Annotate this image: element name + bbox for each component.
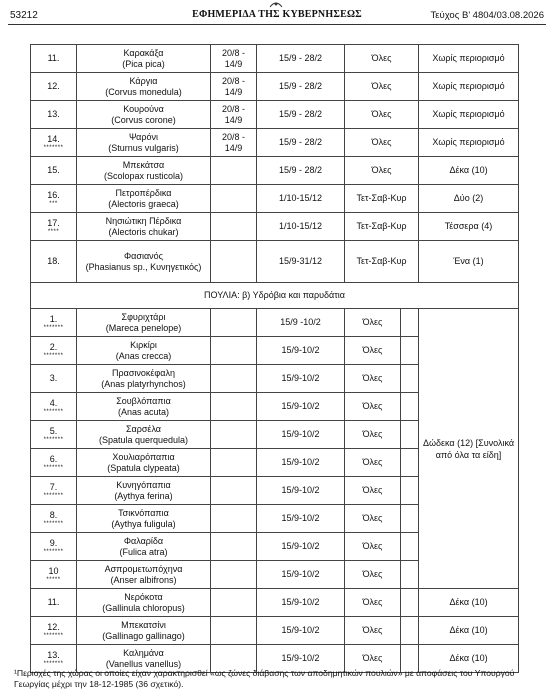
species-number: 3. bbox=[31, 365, 77, 393]
species-number: 12. bbox=[31, 73, 77, 101]
table-row bbox=[31, 101, 519, 129]
hunting-days: Όλες bbox=[345, 617, 401, 645]
species-footnote-stars: ******* bbox=[43, 437, 64, 443]
species-footnote-stars: ******* bbox=[43, 549, 64, 555]
bag-limit: Χωρίς περιορισμό bbox=[419, 101, 519, 129]
table-row bbox=[31, 73, 519, 101]
early-season bbox=[211, 157, 257, 185]
species-name: Κουρούνα (Corvus corone) bbox=[77, 101, 211, 129]
species-number: 17. **** bbox=[31, 213, 77, 241]
hunting-period: 1/10-15/12 bbox=[257, 213, 345, 241]
table-row bbox=[31, 589, 519, 617]
species-number: 14. ******* bbox=[31, 129, 77, 157]
empty-cell bbox=[401, 421, 419, 449]
species-name: Ψαρόνι (Sturnus vulgaris) bbox=[77, 129, 211, 157]
hunting-period: 15/9 - 28/2 bbox=[257, 129, 345, 157]
hunting-days: Όλες bbox=[345, 73, 419, 101]
species-number: 4. ******* bbox=[31, 393, 77, 421]
species-footnote-stars: ******* bbox=[43, 353, 64, 359]
species-number: 11. bbox=[31, 45, 77, 73]
bag-limit: Χωρίς περιορισμό bbox=[419, 45, 519, 73]
hunting-days: Όλες bbox=[345, 309, 401, 337]
bag-limit: Δέκα (10) bbox=[419, 617, 519, 645]
table-row bbox=[31, 309, 519, 337]
species-name: Κάργια (Corvus monedula) bbox=[77, 73, 211, 101]
gazette-title: ΕΦΗΜΕΡΙΔΑ ΤΗΣ ΚΥΒΕΡΝΗΣΕΩΣ bbox=[192, 9, 362, 20]
hunting-days: Όλες bbox=[345, 561, 401, 589]
bag-limit: Δέκα (10) bbox=[419, 589, 519, 617]
empty-cell bbox=[401, 589, 419, 617]
early-season bbox=[211, 617, 257, 645]
page-number: 53212 bbox=[10, 10, 38, 21]
species-name: Σαρσέλα (Spatula querquedula) bbox=[77, 421, 211, 449]
hunting-days: Όλες bbox=[345, 421, 401, 449]
footnote: ¹Περιοχές της χώρας οι οποίες είχαν χαρακτηρισθεί «ως ζώνες διάβασης των αποδημητικών πουλιών» με αποφάσεις του Υπουργού Γεωργίας μέχρι την 18-12-1985 (36 σχετικό). bbox=[14, 668, 515, 689]
hunting-days: Όλες bbox=[345, 45, 419, 73]
hunting-period: 15/9-10/2 bbox=[257, 393, 345, 421]
early-season bbox=[211, 185, 257, 213]
species-number: 18. bbox=[31, 241, 77, 283]
early-season bbox=[211, 309, 257, 337]
species-footnote-stars: **** bbox=[47, 229, 60, 235]
empty-cell bbox=[401, 505, 419, 533]
species-number: 12. ******* bbox=[31, 617, 77, 645]
early-season bbox=[211, 561, 257, 589]
species-number: 9. ******* bbox=[31, 533, 77, 561]
hunting-period: 15/9-10/2 bbox=[257, 561, 345, 589]
early-season bbox=[211, 365, 257, 393]
early-season bbox=[211, 421, 257, 449]
species-number: 6. ******* bbox=[31, 449, 77, 477]
header-divider bbox=[8, 24, 546, 25]
hunting-days: Όλες bbox=[345, 129, 419, 157]
species-number: 11. bbox=[31, 589, 77, 617]
table-row bbox=[31, 617, 519, 645]
species-footnote-stars: ******* bbox=[43, 661, 64, 667]
hunting-period: 15/9-10/2 bbox=[257, 589, 345, 617]
empty-cell bbox=[401, 449, 419, 477]
table-row bbox=[31, 157, 519, 185]
species-name: Καλημάνα (Vanellus vanellus) bbox=[77, 645, 211, 673]
species-name: Σφυριχτάρι (Mareca penelope) bbox=[77, 309, 211, 337]
species-name: Ασπρομετωπόχηνα (Anser albifrons) bbox=[77, 561, 211, 589]
early-season: 20/8 - 14/9 bbox=[211, 101, 257, 129]
species-name: Κυνηγόπαπια (Aythya ferina) bbox=[77, 477, 211, 505]
hunting-days: Όλες bbox=[345, 505, 401, 533]
species-number: 10 ***** bbox=[31, 561, 77, 589]
greek-emblem-icon bbox=[269, 0, 283, 8]
empty-cell bbox=[401, 337, 419, 365]
hunting-period: 15/9-10/2 bbox=[257, 505, 345, 533]
table-row bbox=[31, 129, 519, 157]
merged-bag-limit: Δώδεκα (12) [Συνολικά από όλα τα είδη] bbox=[419, 309, 519, 589]
species-footnote-stars: ******* bbox=[43, 493, 64, 499]
hunting-period: 15/9-10/2 bbox=[257, 645, 345, 673]
hunting-days: Όλες bbox=[345, 157, 419, 185]
species-name: Τσικνόπαπια (Aythya fuligula) bbox=[77, 505, 211, 533]
hunting-species-table bbox=[30, 44, 519, 673]
hunting-days: Τετ-Σαβ-Κυρ bbox=[345, 185, 419, 213]
species-footnote-stars: ******* bbox=[43, 145, 64, 151]
species-name: Νησιώτικη Πέρδικα (Alectoris chukar) bbox=[77, 213, 211, 241]
empty-cell bbox=[401, 533, 419, 561]
species-name: Κιρκίρι (Anas crecca) bbox=[77, 337, 211, 365]
hunting-period: 15/9 - 28/2 bbox=[257, 101, 345, 129]
early-season bbox=[211, 337, 257, 365]
species-name: Καρακάξα (Pica pica) bbox=[77, 45, 211, 73]
species-number: 1. ******* bbox=[31, 309, 77, 337]
hunting-period: 15/9-10/2 bbox=[257, 421, 345, 449]
hunting-days: Όλες bbox=[345, 533, 401, 561]
hunting-days: Όλες bbox=[345, 449, 401, 477]
hunting-period: 15/9-10/2 bbox=[257, 617, 345, 645]
hunting-days: Τετ-Σαβ-Κυρ bbox=[345, 241, 419, 283]
early-season bbox=[211, 449, 257, 477]
empty-cell bbox=[401, 393, 419, 421]
species-name: Σουβλόπαπια (Anas acuta) bbox=[77, 393, 211, 421]
species-name: Πετροπέρδικα (Alectoris graeca) bbox=[77, 185, 211, 213]
empty-cell bbox=[401, 617, 419, 645]
hunting-period: 15/9 - 28/2 bbox=[257, 45, 345, 73]
hunting-period: 15/9-10/2 bbox=[257, 477, 345, 505]
hunting-period: 1/10-15/12 bbox=[257, 185, 345, 213]
species-number: 7. ******* bbox=[31, 477, 77, 505]
species-name: Μπεκάτσα (Scolopax rusticola) bbox=[77, 157, 211, 185]
species-number: 5. ******* bbox=[31, 421, 77, 449]
early-season bbox=[211, 533, 257, 561]
species-number: 15. bbox=[31, 157, 77, 185]
bag-limit: Τέσσερα (4) bbox=[419, 213, 519, 241]
species-footnote-stars: ***** bbox=[46, 577, 61, 583]
species-name: Φαλαρίδα (Fulica atra) bbox=[77, 533, 211, 561]
empty-cell bbox=[401, 309, 419, 337]
species-footnote-stars: ******* bbox=[43, 409, 64, 415]
species-footnote-stars: ******* bbox=[43, 633, 64, 639]
hunting-days: Όλες bbox=[345, 645, 401, 673]
bag-limit: Ένα (1) bbox=[419, 241, 519, 283]
species-number: 13. ******* bbox=[31, 645, 77, 673]
early-season: 20/8 - 14/9 bbox=[211, 73, 257, 101]
hunting-period: 15/9-10/2 bbox=[257, 337, 345, 365]
species-name: Χουλιαρόπαπια (Spatula clypeata) bbox=[77, 449, 211, 477]
species-name: Νερόκοτα (Gallinula chloropus) bbox=[77, 589, 211, 617]
empty-cell bbox=[401, 561, 419, 589]
species-number: 13. bbox=[31, 101, 77, 129]
hunting-period: 15/9-10/2 bbox=[257, 533, 345, 561]
early-season bbox=[211, 477, 257, 505]
early-season bbox=[211, 213, 257, 241]
species-footnote-stars: ******* bbox=[43, 521, 64, 527]
early-season: 20/8 - 14/9 bbox=[211, 45, 257, 73]
hunting-period: 15/9 -10/2 bbox=[257, 309, 345, 337]
bag-limit: Δύο (2) bbox=[419, 185, 519, 213]
table-row bbox=[31, 241, 519, 283]
hunting-days: Όλες bbox=[345, 589, 401, 617]
species-footnote-stars: ******* bbox=[43, 465, 64, 471]
early-season bbox=[211, 589, 257, 617]
bag-limit: Δέκα (10) bbox=[419, 645, 519, 673]
hunting-days: Όλες bbox=[345, 393, 401, 421]
page-header bbox=[0, 0, 554, 26]
hunting-days: Όλες bbox=[345, 337, 401, 365]
early-season bbox=[211, 393, 257, 421]
hunting-days: Όλες bbox=[345, 365, 401, 393]
table-row bbox=[31, 185, 519, 213]
early-season: 20/8 - 14/9 bbox=[211, 129, 257, 157]
hunting-period: 15/9-10/2 bbox=[257, 449, 345, 477]
species-name: Μπεκατσίνι (Gallinago gallinago) bbox=[77, 617, 211, 645]
empty-cell bbox=[401, 365, 419, 393]
issue-info: Τεύχος Β’ 4804/03.08.2026 bbox=[430, 10, 544, 21]
section-row bbox=[31, 283, 519, 309]
table-row bbox=[31, 45, 519, 73]
species-number: 16. *** bbox=[31, 185, 77, 213]
bag-limit: Δέκα (10) bbox=[419, 157, 519, 185]
species-name: Πρασινοκέφαλη (Anas platyrhynchos) bbox=[77, 365, 211, 393]
bag-limit: Χωρίς περιορισμό bbox=[419, 129, 519, 157]
early-season bbox=[211, 505, 257, 533]
hunting-period: 15/9 - 28/2 bbox=[257, 73, 345, 101]
early-season bbox=[211, 241, 257, 283]
empty-cell bbox=[401, 477, 419, 505]
hunting-period: 15/9-31/12 bbox=[257, 241, 345, 283]
hunting-days: Τετ-Σαβ-Κυρ bbox=[345, 213, 419, 241]
bag-limit: Χωρίς περιορισμό bbox=[419, 73, 519, 101]
hunting-days: Όλες bbox=[345, 101, 419, 129]
hunting-period: 15/9 - 28/2 bbox=[257, 157, 345, 185]
section-title: ΠΟΥΛΙΑ: β) Υδρόβια και παρυδάτια bbox=[31, 283, 519, 309]
hunting-days: Όλες bbox=[345, 477, 401, 505]
hunting-period: 15/9-10/2 bbox=[257, 365, 345, 393]
species-footnote-stars: *** bbox=[49, 201, 58, 207]
table-row bbox=[31, 213, 519, 241]
species-name: Φασιανός (Phasianus sp., Κυνηγετικός) bbox=[77, 241, 211, 283]
species-number: 2. ******* bbox=[31, 337, 77, 365]
species-number: 8. ******* bbox=[31, 505, 77, 533]
species-footnote-stars: ******* bbox=[43, 325, 64, 331]
